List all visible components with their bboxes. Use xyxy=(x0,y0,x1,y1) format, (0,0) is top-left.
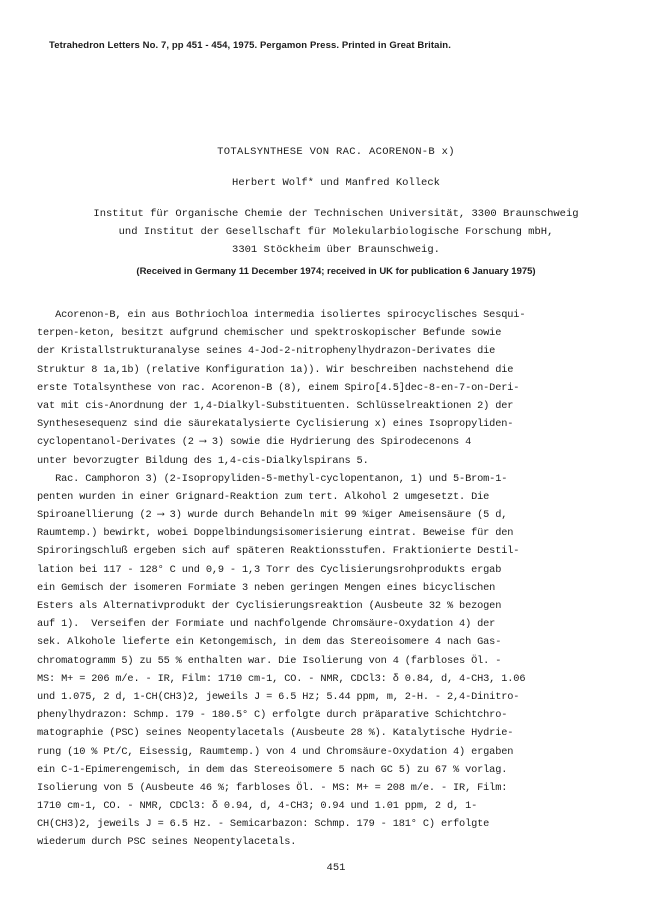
article-title: TOTALSYNTHESE VON RAC. ACORENON-B x) xyxy=(217,146,455,158)
body-line: rung (10 % Pt/C, Eisessig, Raumtemp.) von 4 und Chromsäure-Oxydation 4) ergaben xyxy=(37,745,514,758)
body-line: Acorenon-B, ein aus Bothriochloa intermedia isoliertes spirocyclisches Sesqui- xyxy=(37,309,526,321)
body-line: Isolierung von 5 (Ausbeute 46 %; farbloses Öl. - MS: M+ = 208 m/e. - IR, Film: xyxy=(37,781,508,794)
body-line: der Kristallstrukturanalyse seines 4-Jod-2-nitrophenylhydrazon-Derivates die xyxy=(37,345,496,358)
page-number: 451 xyxy=(326,862,346,874)
body-line: auf 1). Verseifen der Formiate und nachfolgende Chromsäure-Oxydation 4) der xyxy=(37,618,496,631)
body-line: sek. Alkohole lieferte ein Ketongemisch, in dem das Stereoisomere 4 nach Gas- xyxy=(37,636,502,649)
body-line: Esters als Alternativprodukt der Cyclisierungsreaktion (Ausbeute 32 % bezogen xyxy=(37,600,502,612)
body-line: ein Gemisch der isomeren Formiate 3 neben geringen Mengen eines bicyclischen xyxy=(37,581,496,594)
body-line: ein C-1-Epimerengemisch, in dem das Stereoisomere 5 nach GC 5) zu 67 % vorlag. xyxy=(37,763,508,776)
body-line: 1710 cm-1, CO. - NMR, CDCl3: δ 0.94, d, 4-CH3; 0.94 und 1.01 ppm, 2 d, 1- xyxy=(37,800,478,813)
body-line: wiederum durch PSC seines Neopentylacetals. xyxy=(37,836,297,849)
body-line: Raumtemp.) bewirkt, wobei Doppelbindungsisomerisierung eintrat. Beweise für den xyxy=(37,527,514,540)
article-body xyxy=(37,306,637,852)
received-dates: (Received in Germany 11 December 1974; received in UK for publication 6 January 1975) xyxy=(136,266,536,277)
body-line: terpen-keton, besitzt aufgrund chemischer und spektroskopischer Befunde sowie xyxy=(37,327,502,340)
article-authors: Herbert Wolf* und Manfred Kolleck xyxy=(232,177,440,189)
body-line: Synthesesequenz sind die säurekatalysierte Cyclisierung x) eines Isopropyliden- xyxy=(37,418,514,431)
body-line: Rac. Camphoron 3) (2-Isopropyliden-5-methyl-cyclopentanon, 1) und 5-Brom-1- xyxy=(37,472,508,485)
body-line: Struktur 8 1a,1b) (relative Konfiguration 1a)). Wir beschreiben nachstehend die xyxy=(37,363,514,376)
body-line: Spiroringschluß ergeben sich auf späteren Reaktionsstufen. Fraktionierte Destil- xyxy=(37,545,520,558)
body-line: vat mit cis-Anordnung der 1,4-Dialkyl-Substituenten. Schlüsselreaktionen 2) der xyxy=(37,399,514,412)
body-line: MS: M+ = 206 m/e. - IR, Film: 1710 cm-1, CO. - NMR, CDCl3: δ 0.84, d, 4-CH3, 1.06 xyxy=(37,672,526,685)
body-line: phenylhydrazon: Schmp. 179 - 180.5° C) erfolgte durch präparative Schichtchro- xyxy=(37,709,508,722)
body-line: und 1.075, 2 d, 1-CH(CH3)2, jeweils J = 6.5 Hz; 5.44 ppm, m, 2-H. - 2,4-Dinitro- xyxy=(37,690,520,703)
institution-line-1: Institut für Organische Chemie der Technischen Universität, 3300 Braunschweig xyxy=(93,208,579,220)
institution-line-3: 3301 Stöckheim über Braunschweig. xyxy=(232,244,440,256)
body-line: penten wurden in einer Grignard-Reaktion zum tert. Alkohol 2 umgesetzt. Die xyxy=(37,490,490,503)
body-line: cyclopentanol-Derivates (2 ⟶ 3) sowie die Hydrierung des Spirodecenons 4 xyxy=(37,436,472,449)
institution-line-2: und Institut der Gesellschaft für Molekularbiologische Forschung mbH, xyxy=(118,226,554,238)
body-line: Spiroanellierung (2 ⟶ 3) wurde durch Behandeln mit 99 %iger Ameisensäure (5 d, xyxy=(37,509,508,522)
body-line: chromatogramm 5) zu 55 % enthalten war. Die Isolierung von 4 (farbloses Öl. - xyxy=(37,654,502,667)
body-line: lation bei 117 - 128° C und 0,9 - 1,3 Torr des Cyclisierungsrohprodukts ergab xyxy=(37,563,502,576)
body-line: matographie (PSC) seines Neopentylacetals (Ausbeute 28 %). Katalytische Hydrie- xyxy=(37,727,514,740)
body-line: unter bevorzugter Bildung des 1,4-cis-Dialkylspirans 5. xyxy=(37,454,369,467)
journal-header: Tetrahedron Letters No. 7, pp 451 - 454, 1975. Pergamon Press. Printed in Great Britain. xyxy=(49,40,451,51)
body-line: CH(CH3)2, jeweils J = 6.5 Hz. - Semicarbazon: Schmp. 179 - 181° C) erfolgte xyxy=(37,818,490,831)
body-line: erste Totalsynthese von rac. Acorenon-B (8), einem Spiro[4.5]dec-8-en-7-on-Deri- xyxy=(37,381,520,394)
